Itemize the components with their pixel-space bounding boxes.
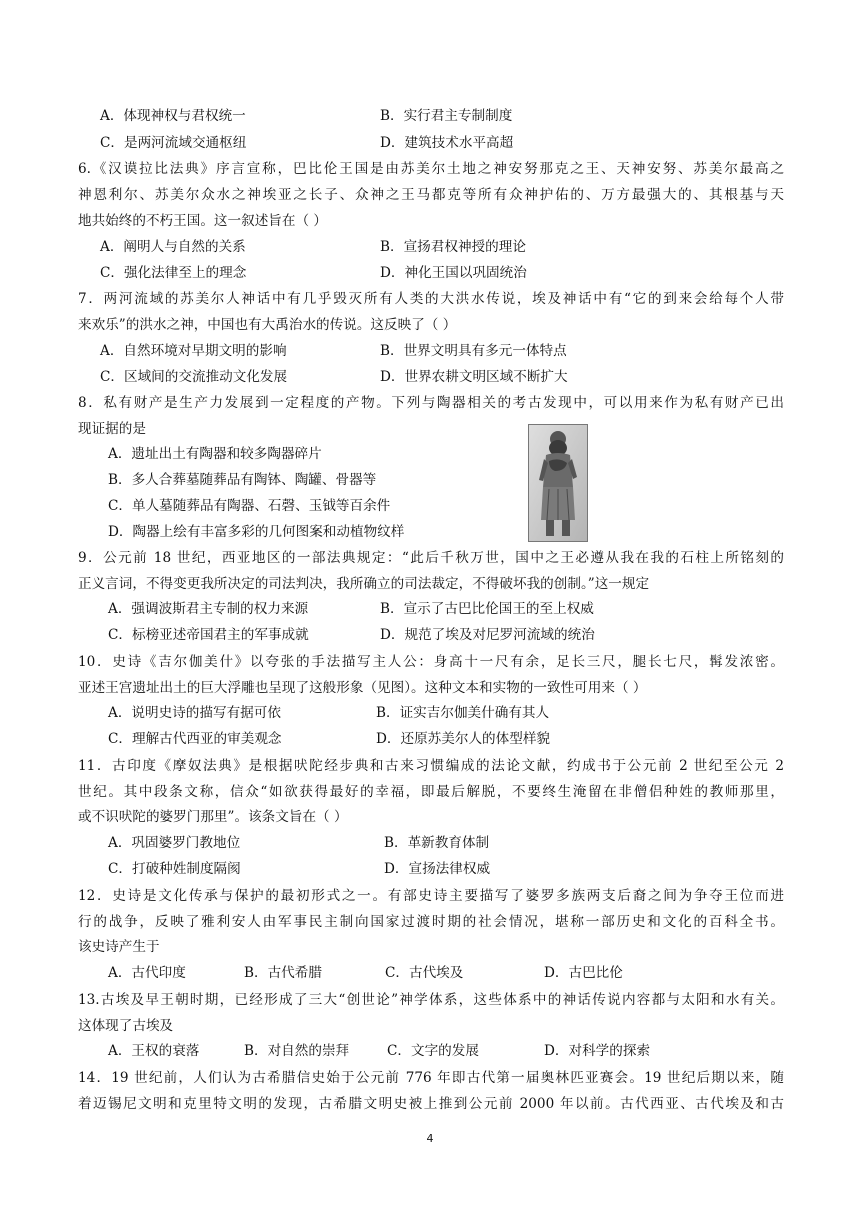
q5-option-d: D．建筑技术水平高超 [380,135,514,151]
q7-option-a: A．自然环境对早期文明的影响 [100,343,287,359]
q13-stem-line: 13.古埃及早王朝时期，已经形成了三大“创世论”神学体系，这些体系中的神话传说内容都与太阳和水有关。 [78,992,784,1008]
q7-option-c: C．区域间的交流推动文化发展 [100,369,288,385]
q12-stem-line: 12．史诗是文化传承与保护的最初形式之一。有部史诗主要描写了婆罗多族两支后裔之间为争夺王位而进 [78,888,784,904]
q13-option-d: D．对科学的探索 [544,1043,651,1059]
q6-option-c: C．强化法律至上的理念 [100,265,247,281]
q8-stem-line: 现证据的是 [78,421,146,437]
q14-stem-line: 14．19 世纪前，人们认为古希腊信史始于公元前 776 年即古代第一届奥林匹亚赛会。19 世纪后期以来，随 [78,1070,784,1086]
q6-stem-line: 地共始终的不朽王国。这一叙述旨在（ ） [78,213,328,229]
q14-stem-line: 着迈锡尼文明和克里特文明的发现，古希腊文明史被上推到公元前 2000 年以前。古代西亚、古代埃及和古 [78,1096,784,1112]
q11-option-c: C．打破种姓制度隔阂 [108,861,241,877]
q6-option-a: A．阐明人与自然的关系 [100,239,246,255]
q8-stem-line: 8．私有财产是生产力发展到一定程度的产物。下列与陶器相关的考古发现中，可以用来作为私有财产已出 [78,395,784,411]
q8-option-b: B．多人合葬墓随葬品有陶钵、陶罐、骨器等 [108,472,377,488]
q7-stem-line: 来欢乐”的洪水之神，中国也有大禹治水的传说。这反映了（ ） [78,317,457,333]
q12-option-d: D．古巴比伦 [544,965,623,981]
q12-stem-line: 该史诗产生于 [78,939,160,955]
q9-option-d: D．规范了埃及对尼罗河流域的统治 [380,627,595,643]
page-number: 4 [426,1132,434,1145]
q9-stem-line: 正义言词，不得变更我所决定的司法判决，我所确立的司法裁定，不得破坏我的创制。”这一规定 [78,576,650,592]
q12-option-c: C．古代埃及 [385,965,464,981]
q12-option-a: A．古代印度 [108,965,186,981]
q10-option-a: A．说明史诗的描写有据可依 [108,705,281,721]
q11-stem-line: 11．古印度《摩奴法典》是根据吠陀经步典和古来习惯编成的法论文献，约成书于公元前 2 世纪至公元 2 [78,758,784,774]
q10-stem-line: 10．史诗《吉尔伽美什》以夸张的手法描写主人公：身高十一尺有余，足长三尺，腿长七尺，髯发浓密。 [78,654,784,670]
q10-option-d: D．还原苏美尔人的体型样貌 [376,731,551,747]
q5-option-b: B．实行君主专制制度 [380,108,513,124]
gilgamesh-relief-icon [529,425,587,541]
q13-option-c: C．文字的发展 [387,1043,479,1059]
q6-option-b: B．宣扬君权神授的理论 [380,239,526,255]
q13-stem-line: 这体现了古埃及 [78,1018,174,1034]
q10-option-b: B．证实吉尔伽美什确有其人 [376,705,550,721]
q7-option-b: B．世界文明具有多元一体特点 [380,343,567,359]
relief-figure-image [528,424,588,542]
q6-stem-line: 6.《汉谟拉比法典》序言宣称，巴比伦王国是由苏美尔土地之神安努那克之王、天神安努、苏美尔最高之 [78,161,784,177]
q13-option-a: A．王权的衰落 [108,1043,200,1059]
q9-option-a: A．强调波斯君主专制的权力来源 [108,601,309,617]
q11-stem-line: 或不识吠陀的婆罗门那里”。该条文旨在（ ） [78,809,348,825]
q10-stem-line: 亚述王宫遗址出土的巨大浮雕也呈现了这般形象（见图）。这种文本和实物的一致性可用来（ ） [78,680,647,696]
q6-option-d: D．神化王国以巩固统治 [380,265,527,281]
q11-option-d: D．宣扬法律权威 [384,861,491,877]
q6-stem-line: 神恩利尔、苏美尔众水之神埃亚之长子、众神之王马都克等所有众神护佑的、万方最强大的、其根基与天 [78,187,784,203]
q8-option-c: C．单人墓随葬品有陶器、石磬、玉钺等百余件 [108,498,391,514]
q7-option-d: D．世界农耕文明区域不断扩大 [380,369,568,385]
q5-option-c: C．是两河流域交通枢纽 [100,135,247,151]
q11-option-a: A．巩固婆罗门教地位 [108,835,241,851]
q9-stem-line: 9．公元前 18 世纪，西亚地区的一部法典规定：“此后千秋万世，国中之王必遵从我在我的石柱上所铭刻的 [78,550,784,566]
q13-option-b: B．对自然的崇拜 [244,1043,350,1059]
q8-option-d: D．陶器上绘有丰富多彩的几何图案和动植物纹样 [108,524,405,540]
q5-option-a: A．体现神权与君权统一 [100,108,246,124]
q12-stem-line: 行的战争，反映了雅利安人由军事民主制向国家过渡时期的社会情况，堪称一部历史和文化的百科全书。 [78,914,784,930]
q11-option-b: B．革新教育体制 [384,835,490,851]
q12-option-b: B．古代希腊 [244,965,322,981]
q8-option-a: A．遗址出土有陶器和较多陶器碎片 [108,446,322,462]
q9-option-c: C．标榜亚述帝国君主的军事成就 [108,627,309,643]
q11-stem-line: 世纪。其中段条文称，信众“如欲获得最好的幸福，即最后解脱，不要终生淹留在非僧侣种姓的教师那里， [78,784,784,800]
q9-option-b: B．宣示了古巴比伦国王的至上权威 [380,601,594,617]
q7-stem-line: 7．两河流域的苏美尔人神话中有几乎毁灭所有人类的大洪水传说，埃及神话中有“它的到来会给每个人带 [78,291,784,307]
q10-option-c: C．理解古代西亚的审美观念 [108,731,282,747]
